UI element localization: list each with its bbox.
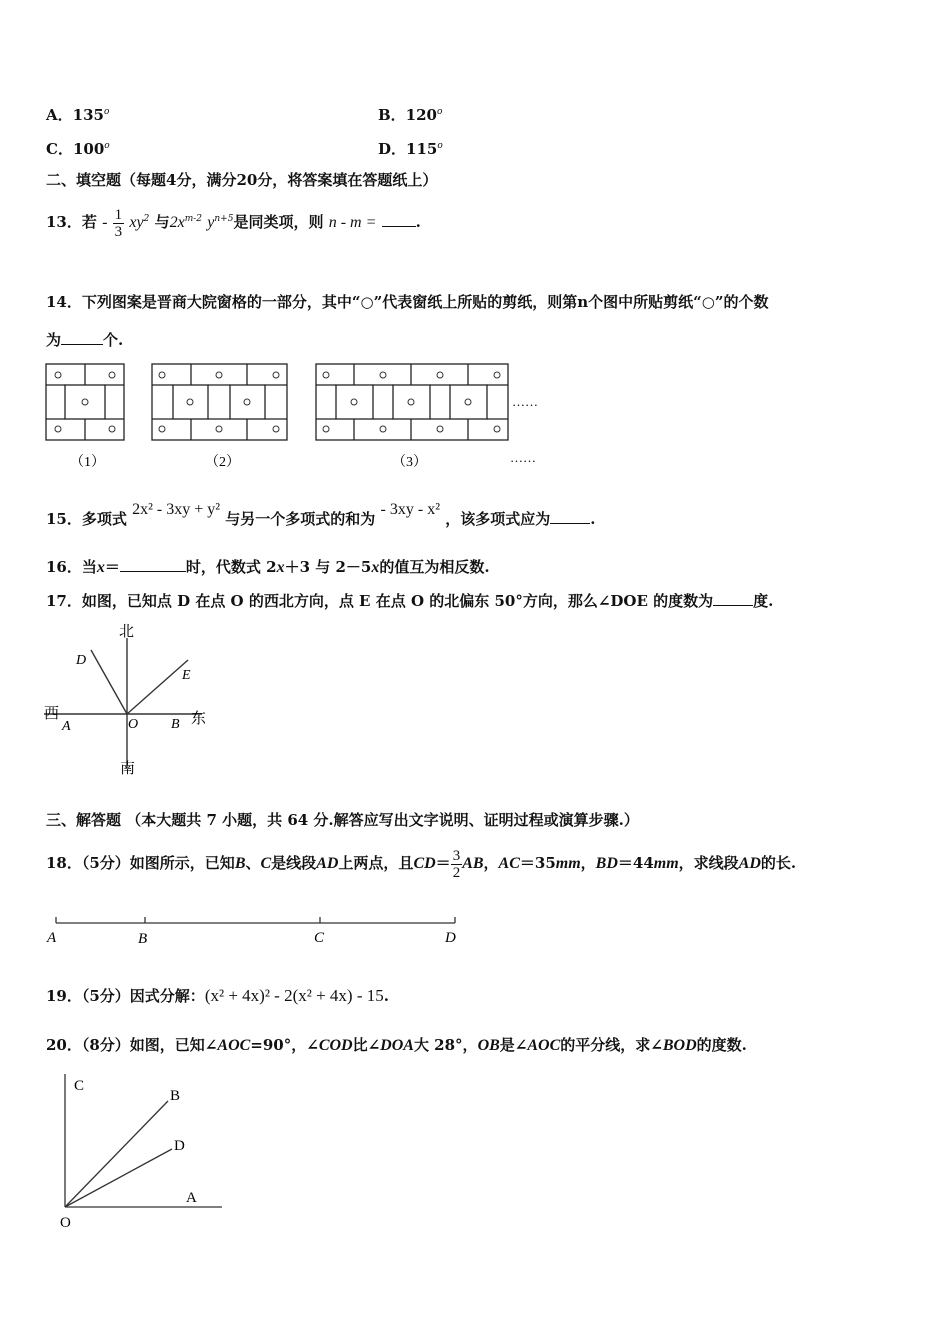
angle-o-label: O (60, 1215, 71, 1231)
fraction-three-halves: $\frac{3}{2}$ (452, 847, 461, 881)
point-d-label: D (76, 653, 87, 668)
question-14-line2: 为 个. (46, 331, 124, 349)
ellipsis-below: …… (510, 450, 536, 465)
angle-figure (50, 1066, 230, 1236)
fraction-one-third: $\frac{1}{3}$ (114, 206, 123, 240)
caption-1: （1） (70, 455, 105, 470)
compass-figure (40, 620, 215, 775)
question-15: 15．多项式 2x² - 3xy + y² 与另一个多项式的和为 - 3xy - x² ，该多项式应为 . (46, 501, 596, 528)
option-d: D．115$^o$ (378, 140, 443, 158)
option-b: B．120$^o$ (378, 106, 443, 124)
section2-header: 二、填空题（每题4分，满分20分，将答案填在答题纸上） (46, 171, 438, 189)
section3-header: 三、解答题 （本大题共 7 小题，共 64 分.解答应写出文字说明、证明过程或演算步骤.） (46, 811, 639, 829)
point-e-label: E (182, 668, 191, 683)
question-20: 20．（8分）如图，已知∠AOC=90°，∠COD比∠DOA大 28°，OB是∠AOC的平分线，求∠BOD的度数. (46, 1036, 747, 1054)
angle-d-label: D (174, 1138, 185, 1154)
question-14-line1: 14．下列图案是晋商大院窗格的一部分，其中“○”代表窗纸上所贴的剪纸，则第n个图中所贴剪纸“○”的个数 (46, 293, 769, 311)
option-a: A．135$^o$ (46, 106, 110, 124)
point-b-label: B (171, 717, 180, 732)
north-label: 北 (119, 624, 135, 640)
question-19: 19．（5分）因式分解：(x² + 4x)² - 2(x² + 4x) - 15. (46, 986, 389, 1005)
answer-blank-13[interactable] (382, 212, 416, 227)
pattern-2-frame (152, 364, 287, 440)
angle-b-label: B (170, 1088, 181, 1104)
question-13: 13．若 - $\frac{1}{3}$ $xy^2$ 与$2x^{m-2}$ $y^{n+5}$是同类项，则 n - m = . (46, 206, 421, 240)
west-label: 西 (44, 706, 60, 722)
caption-3: （3） (392, 455, 427, 470)
east-label: 东 (191, 711, 207, 727)
option-c: C．100$^o$ (46, 140, 110, 158)
point-o-label: O (128, 717, 139, 732)
answer-blank-17[interactable] (713, 591, 753, 606)
point-a-label: A (62, 719, 71, 734)
caption-2: （2） (205, 455, 240, 470)
answer-blank-16[interactable] (120, 557, 186, 572)
answer-blank-15[interactable] (550, 509, 590, 524)
answer-blank-14[interactable] (61, 330, 103, 345)
angle-c-label: C (74, 1078, 85, 1094)
segment-point-b: B (138, 931, 148, 947)
south-label: 南 (120, 761, 136, 775)
segment-figure (44, 910, 464, 950)
segment-point-d: D (445, 930, 456, 946)
segment-point-c: C (314, 930, 325, 946)
angle-a-label: A (186, 1190, 197, 1206)
question-17: 17．如图，已知点 D 在点 O 的西北方向，点 E 在点 O 的北偏东 50°方向，那么∠DOE 的度数为 度. (46, 592, 774, 610)
pattern-3-frame (316, 364, 508, 440)
question-16: 16．当x＝ 时，代数式 2x＋3 与 2－5x的值互为相反数. (46, 558, 490, 576)
window-pattern-figure (40, 358, 560, 476)
segment-point-a: A (47, 930, 57, 946)
ellipsis-right: …… (512, 394, 538, 409)
question-18: 18．（5分）如图所示，已知B、C是线段AD上两点，且CD＝ $\frac{3}{2}$ AB，AC＝35mm，BD＝44mm，求线段AD的长. (46, 847, 797, 881)
